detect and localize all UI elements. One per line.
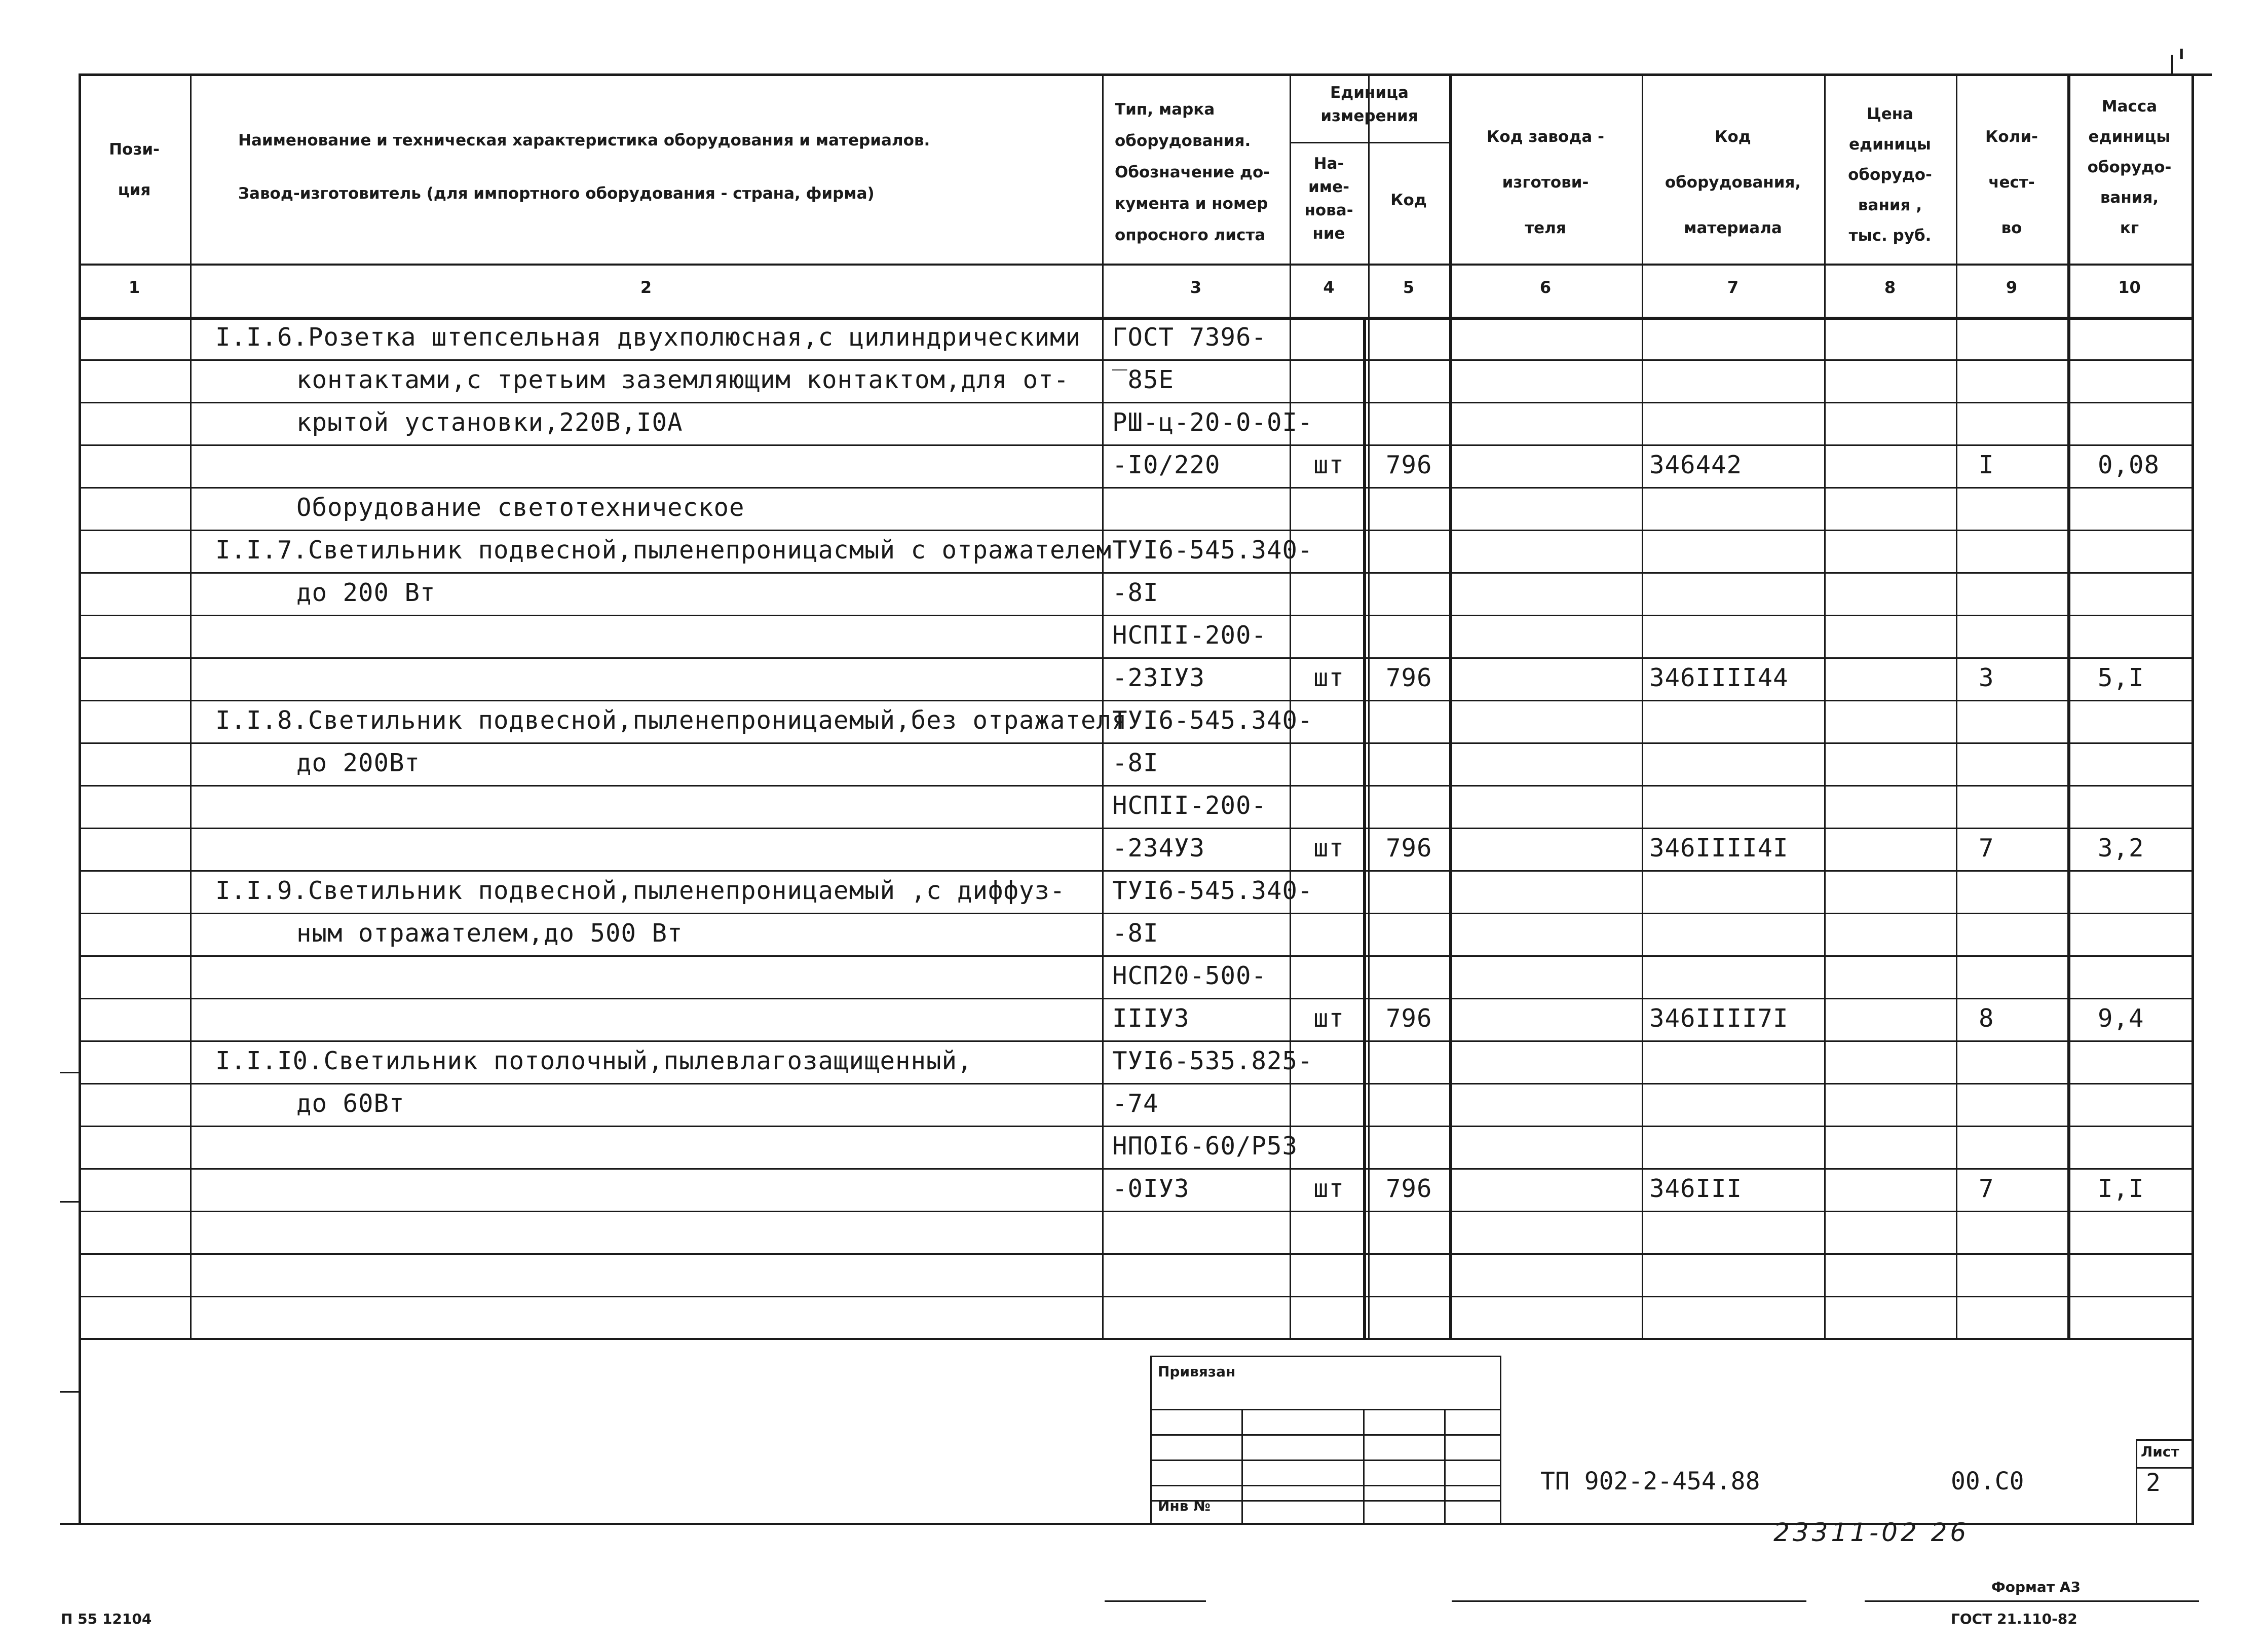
table-bottom-line xyxy=(79,1338,2191,1340)
row-line xyxy=(79,742,2191,744)
footer-dash xyxy=(1105,1600,1206,1602)
header-text-line: На- xyxy=(1313,155,1344,173)
stamp-document-suffix: 00.С0 xyxy=(1951,1467,2024,1495)
row-line xyxy=(79,657,2191,659)
header-text-line: чест- xyxy=(1988,173,2035,192)
header-text-line: оборудования, xyxy=(1665,173,1801,192)
footer-line xyxy=(1865,1600,2199,1602)
stamp-sheet-label: Лист xyxy=(2141,1443,2179,1460)
item-type: ТУI6-545.340- xyxy=(1112,876,1313,905)
item-type: ГОСТ 7396- xyxy=(1112,323,1267,352)
handwritten-archive-number: 23311-02 26 xyxy=(1773,1518,1970,1547)
row-line xyxy=(79,955,2191,957)
header-text-line: единицы xyxy=(2088,128,2171,146)
stamp-line xyxy=(1444,1409,1446,1523)
stamp-line xyxy=(1363,1409,1365,1523)
item-unit: шт xyxy=(1313,451,1344,479)
corner-mark: I xyxy=(2179,46,2184,62)
item-name: ным отражателем,до 500 Вт xyxy=(296,919,683,948)
header-text-line: Коли- xyxy=(1985,128,2038,146)
header-text-line: кумента и номер xyxy=(1115,195,1268,213)
row-line xyxy=(79,1253,2191,1255)
sheet-box-line xyxy=(2136,1467,2191,1469)
item-unit: шт xyxy=(1313,834,1344,863)
footer-line xyxy=(1452,1600,1806,1602)
row-line xyxy=(79,870,2191,872)
column-number: 6 xyxy=(1539,278,1552,297)
header-text-line: Код завода - xyxy=(1487,128,1604,146)
header-text-line: Масса xyxy=(2101,97,2158,116)
header-text-line: Единица xyxy=(1330,84,1409,102)
item-type: РШ-ц-20-0-0I- xyxy=(1112,408,1313,437)
header-text-line: оборудования. xyxy=(1115,132,1251,150)
item-type: ТУI6-535.825- xyxy=(1112,1046,1313,1075)
column-number: 8 xyxy=(1884,278,1896,297)
header-text-line: Пози- xyxy=(109,140,160,159)
left-margin-tick xyxy=(60,1072,80,1073)
header-text-line: ние xyxy=(1312,225,1345,243)
sheet-box-line xyxy=(2136,1439,2137,1523)
header-text-line: оборудо- xyxy=(2087,158,2172,176)
stamp-line xyxy=(1150,1356,1152,1523)
gost-standard-label: ГОСТ 21.110-82 xyxy=(1951,1611,2077,1627)
column-number: 7 xyxy=(1727,278,1739,297)
item-type: ‾85Е xyxy=(1112,365,1175,394)
item-type: ТУI6-545.340- xyxy=(1112,706,1313,735)
header-text-line: Цена xyxy=(1866,105,1914,123)
item-unit-code: 796 xyxy=(1386,451,1432,479)
stamp-privyazan: Привязан xyxy=(1158,1363,1236,1380)
item-equipment-code: 346IIII4I xyxy=(1649,834,1789,863)
header-text-line: Наименование и техническая характеристика оборудования и материалов. xyxy=(238,131,930,149)
row-line xyxy=(79,1211,2191,1212)
item-name: I.I.9.Светильник подвесной,пыленепроницаемый ,с диффуз- xyxy=(215,876,1066,905)
column-number: 4 xyxy=(1323,278,1335,297)
header-text-line: измерения xyxy=(1320,107,1418,125)
item-name: до 200 Вт xyxy=(296,578,436,607)
stamp-line xyxy=(1150,1434,1500,1436)
left-margin-tick xyxy=(60,1201,80,1203)
item-name: до 200Вт xyxy=(296,749,421,777)
row-line xyxy=(79,1083,2191,1084)
item-unit-code: 796 xyxy=(1386,663,1432,692)
row-line xyxy=(79,913,2191,914)
stamp-line xyxy=(1150,1356,1500,1357)
corner-tick xyxy=(2171,55,2173,75)
header-equipment-code xyxy=(1642,114,1824,251)
item-name: до 60Вт xyxy=(296,1089,405,1118)
header-text-line: оборудо- xyxy=(1848,166,1932,184)
item-type: IIIУ3 xyxy=(1112,1004,1190,1033)
column-number: 9 xyxy=(2006,278,2018,297)
item-quantity: 7 xyxy=(1979,1174,1994,1203)
header-text-line: опросного листа xyxy=(1115,226,1266,244)
item-quantity: 7 xyxy=(1979,834,1994,863)
item-type: НПОI6-60/Р53 xyxy=(1112,1132,1298,1161)
stamp-document-code: ТП 902-2-454.88 xyxy=(1540,1467,1760,1495)
stamp-line xyxy=(1150,1460,1500,1461)
header-position xyxy=(79,129,190,210)
header-unit-mass xyxy=(2067,91,2191,243)
print-code: П 55 12104 xyxy=(61,1611,152,1627)
column-number: 2 xyxy=(640,278,652,297)
paper-format-label: Формат А3 xyxy=(1991,1579,2081,1595)
row-line xyxy=(79,828,2191,829)
header-text-line: Тип, марка xyxy=(1115,100,1215,119)
item-name: I.I.I0.Светильник потолочный,пылевлагозащищенный, xyxy=(215,1046,973,1075)
item-name: I.I.8.Светильник подвесной,пыленепроницаемый,без отражателя xyxy=(215,706,1127,735)
item-unit: шт xyxy=(1313,663,1344,692)
row-line xyxy=(79,615,2191,616)
header-text-line: Обозначение до- xyxy=(1115,163,1270,181)
stamp-line xyxy=(1150,1409,1500,1410)
row-line xyxy=(79,1296,2191,1297)
item-quantity: 3 xyxy=(1979,663,1994,692)
stamp-sheet-number: 2 xyxy=(2146,1469,2161,1497)
header-text-line: Код xyxy=(1715,128,1751,146)
item-name: Оборудование светотехническое xyxy=(296,493,745,522)
item-mass: 5,I xyxy=(2098,663,2144,692)
row-line xyxy=(79,998,2191,999)
item-type: -234У3 xyxy=(1112,834,1205,863)
item-equipment-code: 346IIII7I xyxy=(1649,1004,1789,1033)
unit-group-divider xyxy=(1290,142,1449,143)
row-line xyxy=(79,1168,2191,1170)
item-unit: шт xyxy=(1313,1174,1344,1203)
stamp-line xyxy=(1500,1356,1501,1523)
header-unit-code: Код xyxy=(1390,191,1427,209)
row-line xyxy=(79,1040,2191,1042)
item-unit-code: 796 xyxy=(1386,1174,1432,1203)
item-type: -74 xyxy=(1112,1089,1159,1118)
item-type: НСПII-200- xyxy=(1112,621,1267,650)
item-equipment-code: 346III xyxy=(1649,1174,1743,1203)
header-text-line: ция xyxy=(118,181,151,199)
item-unit-code: 796 xyxy=(1386,1004,1432,1033)
header-text-line: нова- xyxy=(1304,201,1353,219)
item-type: -8I xyxy=(1112,578,1159,607)
item-equipment-code: 346IIII44 xyxy=(1649,663,1789,692)
row-line xyxy=(79,785,2191,787)
row-line xyxy=(79,1126,2191,1127)
item-type: НСПII-200- xyxy=(1112,791,1267,820)
row-line xyxy=(79,530,2191,531)
header-unit-group xyxy=(1290,81,1449,128)
item-unit-code: 796 xyxy=(1386,834,1432,863)
item-type: ТУI6-545.340- xyxy=(1112,536,1313,565)
column-number: 3 xyxy=(1190,278,1202,297)
column-number: 5 xyxy=(1403,278,1415,297)
item-type: -23IУ3 xyxy=(1112,663,1205,692)
row-line xyxy=(79,444,2191,446)
stamp-inventory-number: Инв № xyxy=(1158,1498,1211,1514)
item-mass: 3,2 xyxy=(2098,834,2144,863)
header-manufacturer-code xyxy=(1449,114,1642,251)
header-text-line: вания, xyxy=(2100,189,2159,207)
item-quantity: I xyxy=(1979,451,1994,479)
sheet-box-line xyxy=(2136,1439,2191,1441)
header-bottom-line xyxy=(79,264,2191,266)
item-name: I.I.7.Светильник подвесной,пыленепроницасмый с отражателем xyxy=(215,536,1112,565)
left-margin-tick xyxy=(60,1391,80,1393)
row-line xyxy=(79,572,2191,574)
item-type: -I0/220 xyxy=(1112,451,1221,479)
item-type: -0IУ3 xyxy=(1112,1174,1190,1203)
frame-top xyxy=(79,73,2212,76)
header-text-line: кг xyxy=(2120,219,2139,237)
item-mass: I,I xyxy=(2098,1174,2144,1203)
item-mass: 0,08 xyxy=(2098,451,2160,479)
header-type xyxy=(1115,94,1287,251)
row-line xyxy=(79,487,2191,489)
header-text-line: во xyxy=(2001,219,2022,237)
item-name: контактами,с третьим заземляющим контактом,для от- xyxy=(296,365,1070,394)
header-text-line: вания , xyxy=(1858,196,1922,214)
header-text-line: тыс. руб. xyxy=(1848,227,1932,245)
item-type: -8I xyxy=(1112,919,1159,948)
item-quantity: 8 xyxy=(1979,1004,1994,1033)
item-type: -8I xyxy=(1112,749,1159,777)
header-text-line: теля xyxy=(1525,219,1566,237)
stamp-line xyxy=(1150,1485,1500,1486)
column-number: 1 xyxy=(128,278,140,297)
header-text-line: материала xyxy=(1684,219,1782,237)
item-mass: 9,4 xyxy=(2098,1004,2144,1033)
header-text-line: име- xyxy=(1308,178,1349,196)
header-text-line: единицы xyxy=(1849,135,1931,154)
header-unit-price xyxy=(1824,99,1956,251)
header-quantity xyxy=(1956,114,2067,251)
frame-right xyxy=(2191,73,2194,1523)
stamp-line xyxy=(1241,1409,1243,1523)
header-text-line: изготови- xyxy=(1502,173,1589,192)
item-name: I.I.6.Розетка штепсельная двухполюсная,с цилиндрическими xyxy=(215,323,1081,352)
item-type: НСП20-500- xyxy=(1112,961,1267,990)
row-line xyxy=(79,700,2191,701)
column-number: 10 xyxy=(2118,278,2141,297)
header-name xyxy=(238,114,1100,220)
header-unit-name xyxy=(1290,152,1368,245)
item-unit: шт xyxy=(1313,1004,1344,1033)
row-line xyxy=(79,402,2191,403)
number-row-bottom-line xyxy=(79,317,2191,320)
header-text-line: Завод-изготовитель (для импортного оборудования - страна, фирма) xyxy=(238,184,875,203)
item-name: крытой установки,220В,I0А xyxy=(296,408,683,437)
item-equipment-code: 346442 xyxy=(1649,451,1743,479)
row-line xyxy=(79,359,2191,361)
